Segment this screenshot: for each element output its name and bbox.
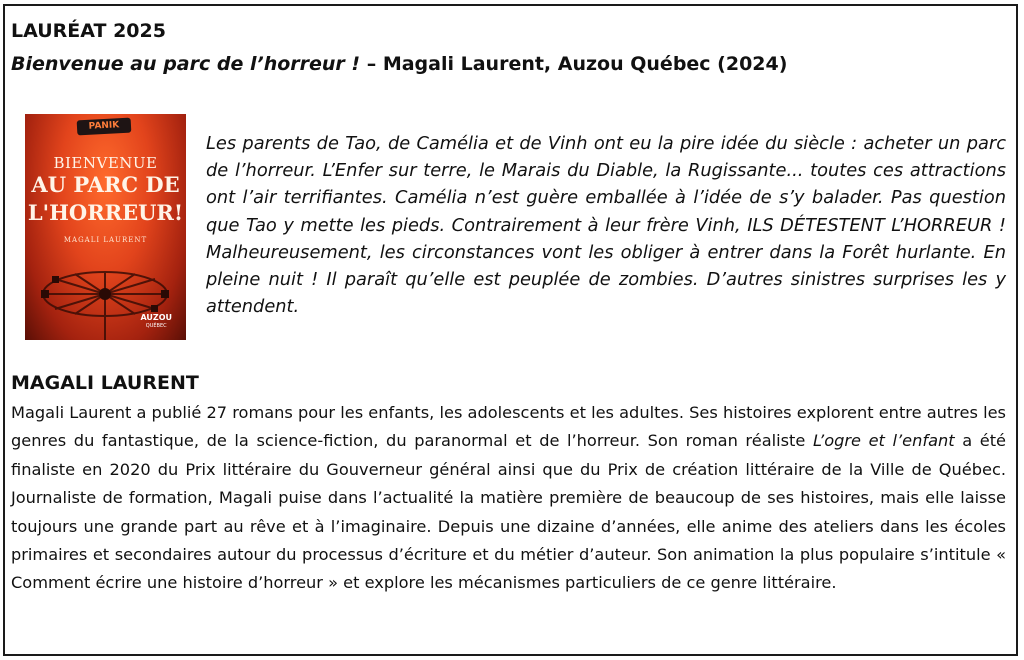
cover-title-line2: AU PARC DE <box>31 172 180 197</box>
bio-italic-title: L’ogre et l’enfant <box>812 431 955 451</box>
laureate-heading: LAURÉAT 2025 <box>11 20 166 42</box>
bio-text-part2: a été finaliste en 2020 du Prix littéraire du Gouverneur général ainsi que du Prix de création littéraire de la Ville de Québec. Journaliste de formation, Magali puise dans l’actualité la matière première de beaucoup de ses histoires, mais elle laisse toujours une grande part au rêve et à l’imaginaire. Depuis une dizaine d’années, elle anime des ateliers dans les écoles primaires et secondaires autour du processus d’écriture et du métier d’auteur. Son animation la plus populaire s’intitule « Comment écrire une histoire d’horreur » et explore les mécanismes particuliers de ce genre littéraire. <box>11 431 1007 593</box>
cover-author: MAGALI LAURENT <box>63 236 148 244</box>
author-bio <box>11 399 1006 598</box>
book-title-heading <box>11 53 787 75</box>
book-title: Bienvenue au parc de l’horreur ! <box>11 53 361 75</box>
publisher-logo <box>140 314 172 330</box>
author-heading: MAGALI LAURENT <box>11 372 199 394</box>
series-badge: PANIK <box>77 118 132 136</box>
book-cover <box>25 114 186 340</box>
book-credit: – Magali Laurent, Auzou Québec (2024) <box>360 53 788 75</box>
cover-title-line1: BIENVENUE <box>53 154 158 172</box>
publisher-sub: QUÉBEC <box>145 323 167 329</box>
publisher-name: AUZOU <box>140 313 172 322</box>
bio-text-part1: Magali Laurent a publié 27 romans pour les enfants, les adolescents et les adultes. Ses histoires explorent entre autres les genres du fantastique, de la science-fiction, du paranormal et de l’horreur. Son roman réaliste <box>11 403 1006 451</box>
book-summary: Les parents de Tao, de Camélia et de Vinh ont eu la pire idée du siècle : acheter un parc de l’horreur. L’Enfer sur terre, le Marais du Diable, la Rugissante... toutes ces attractions ont l’air terrifiantes. Camélia n’est guère emballée à l’idée de s’y balader. Pas question que Tao y mette les pieds. Contrairement à leur frère Vinh, ILS DÉTESTENT L’HORREUR ! Malheureusement, les circonstances vont les obliger à entrer dans la Forêt hurlante. En pleine nuit ! Il paraît qu’elle est peuplée de zombies. D’autres sinistres surprises les y attendent. <box>206 133 1006 318</box>
cover-title-line3: L'HORREUR! <box>27 200 184 225</box>
